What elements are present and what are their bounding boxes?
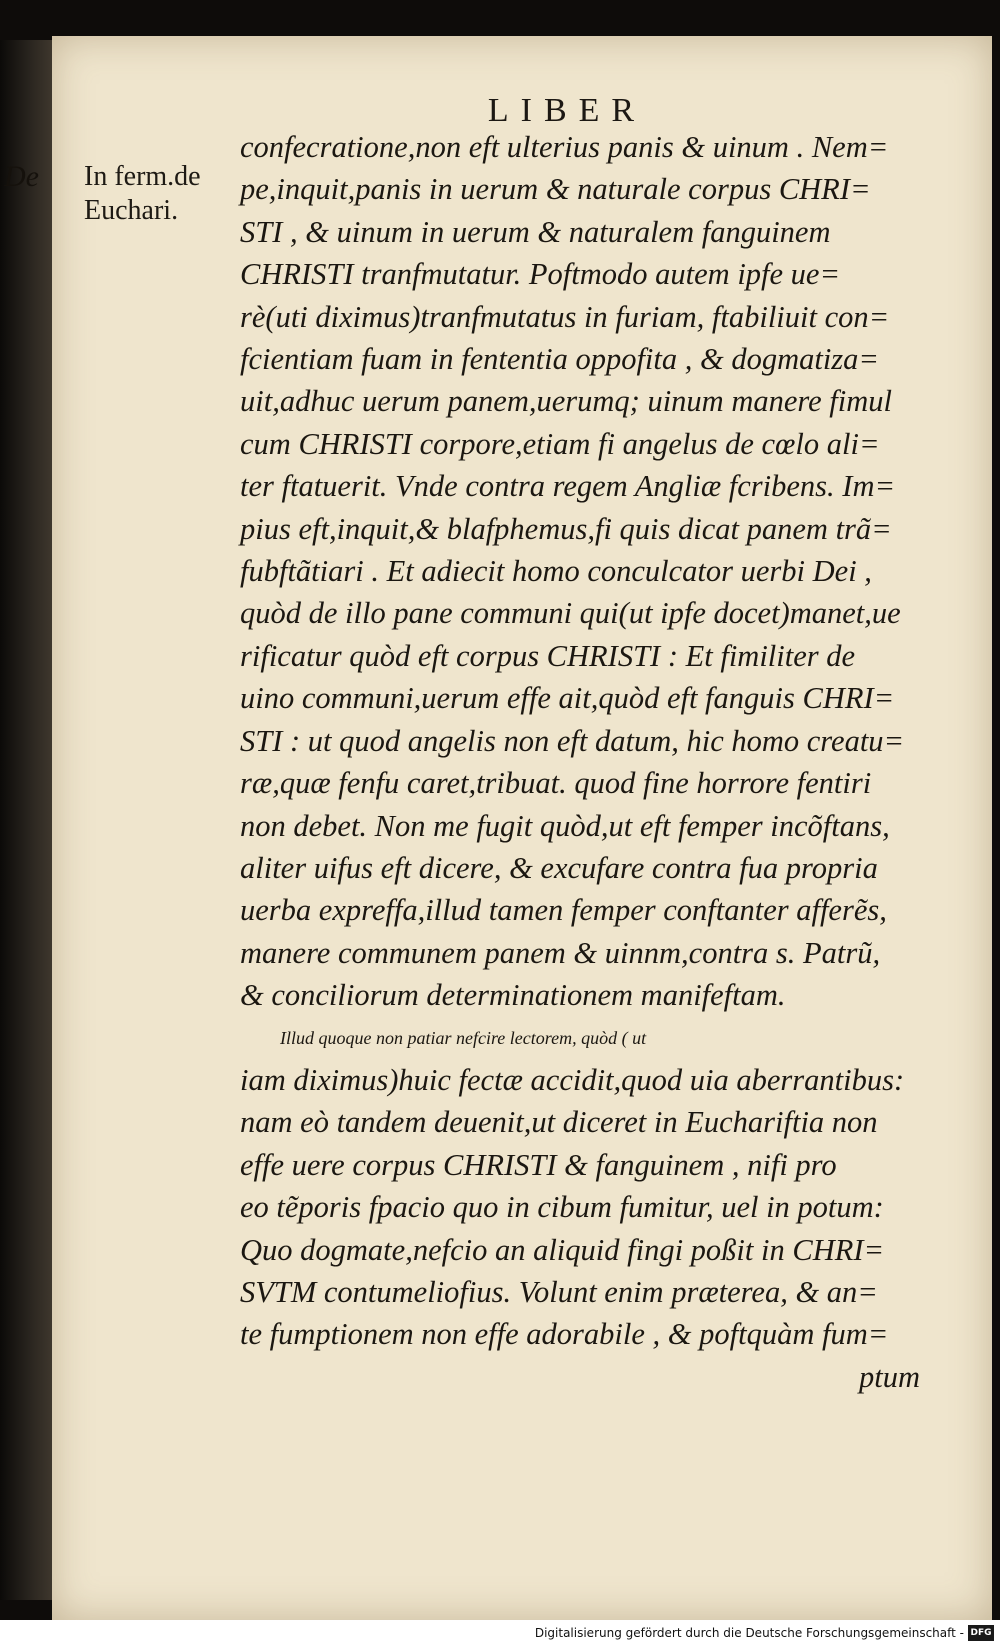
text-line: & conciliorum determinationem manifeftam. (240, 978, 786, 1013)
text-line: eo tẽporis fpacio quo in cibum fumitur, uel in potum: (240, 1190, 884, 1225)
book-page (52, 36, 992, 1620)
text-line: non debet. Non me fugit quòd,ut eft femper incõftans, (240, 808, 890, 843)
body-text (240, 126, 980, 1398)
marginal-note (84, 160, 234, 228)
marginal-note-line: In ferm.de (84, 161, 201, 192)
text-line: iam diximus)huic fectæ accidit,quod uia aberrantibus: (240, 1062, 905, 1097)
text-line: effe uere corpus CHRISTI & fanguinem , nifi pro (240, 1147, 837, 1182)
adjacent-page-edge (0, 40, 52, 1600)
footer-bar (0, 1620, 1000, 1645)
text-line: uino communi,uerum effe ait,quòd eft fanguis CHRI= (240, 681, 895, 716)
text-line: cum CHRISTI corpore,etiam fi angelus de cœlo ali= (240, 426, 880, 461)
text-line: quòd de illo pane communi qui(ut ipfe docet)manet,ue (240, 596, 901, 631)
text-line: ræ,quæ fenfu caret,tribuat. quod fine horrore fentiri (240, 766, 872, 801)
text-line: STI , & uinum in uerum & naturalem fanguinem (240, 214, 831, 249)
text-line: rè(uti diximus)tranfmutatus in furiam, ftabiliuit con= (240, 299, 890, 334)
text-line: pius eft,inquit,& blafphemus,fi quis dicat panem trã= (240, 511, 892, 546)
text-line: te fumptionem non effe adorabile , & poftquàm fum= (240, 1317, 889, 1352)
running-head: LIBER (487, 92, 647, 129)
text-line: ter ftatuerit. Vnde contra regem Angliæ fcribens. Im= (240, 469, 896, 504)
dfg-logo: DFG (968, 1625, 994, 1641)
text-line: CHRISTI tranfmutatur. Poftmodo autem ipfe ue= (240, 257, 841, 292)
marginal-note-line: Euchari. (84, 195, 179, 226)
text-line: STI : ut quod angelis non eft datum, hic homo creatu= (240, 723, 905, 758)
text-line: aliter uifus eft dicere, & excufare contra fua propria (240, 850, 878, 885)
funding-credit: Digitalisierung gefördert durch die Deutsche Forschungsgemeinschaft - (534, 1626, 964, 1640)
text-line: uit,adhuc uerum panem,uerumq; uinum manere fimul (240, 384, 892, 419)
text-line: fubftãtiari . Et adiecit homo conculcator uerbi Dei , (240, 554, 872, 589)
edge-fragment: De (4, 160, 39, 193)
text-line: fcientiam fuam in fententia oppofita , & dogmatiza= (240, 342, 880, 377)
text-line: confecratione,non eft ulterius panis & uinum . Nem= (240, 130, 889, 164)
text-line: SVTM contumeliofius. Volunt enim præterea, & an= (240, 1274, 878, 1309)
text-line: Quo dogmate,nefcio an aliquid fingi poßit in CHRI= (240, 1232, 885, 1267)
text-line: pe,inquit,panis in uerum & naturale corpus CHRI= (240, 172, 871, 207)
text-line: manere communem panem & uinnm,contra s. Patrũ, (240, 935, 881, 970)
text-line: uerba expreffa,illud tamen femper conftanter afferẽs, (240, 893, 887, 928)
text-line: rificatur quòd eft corpus CHRISTI : Et fimiliter de (240, 638, 856, 673)
text-line: Illud quoque non patiar nefcire lectorem, quòd ( ut (280, 1027, 647, 1048)
catchword: ptum (859, 1359, 920, 1394)
text-line: nam eò tandem deuenit,ut diceret in Euchariftia non (240, 1105, 878, 1140)
